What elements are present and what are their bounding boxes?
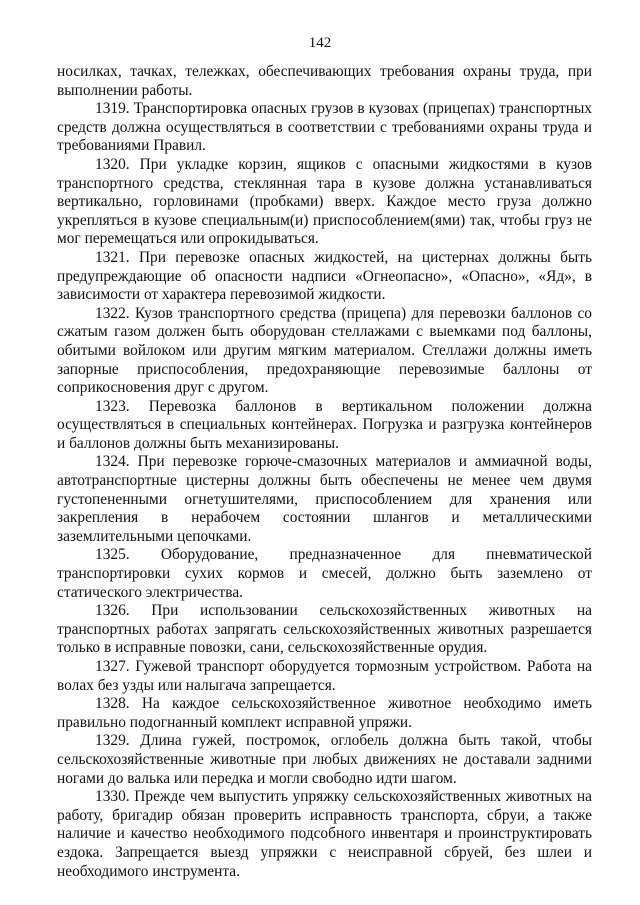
paragraph-1323: 1323. Перевозка баллонов в вертикальном положении должна осуществляться в специальных контейнерах. Погрузка и разгрузка контейнеров и баллонов должны быть механизированы. xyxy=(57,397,592,452)
paragraph-1330: 1330. Прежде чем выпустить упряжку сельскохозяйственных животных на работу, бригадир обязан проверить исправность транспорта, сбруи, а также наличие и качество необходимого подсобного инвентаря и проинструктировать ездока. Запрещается выезд упряжки с неисправной сбруей, без шлеи и необходимого инструмента. xyxy=(57,788,592,880)
paragraph-1324: 1324. При перевозке горюче-смазочных материалов и аммиачной воды, автотранспортные цистерны должны быть обеспечены не менее чем двумя густопененными огнетушителями, приспособлением для хранения или закрепления в нерабочем состоянии шлангов и металлическими заземлительными цепочками. xyxy=(57,453,592,545)
paragraph-1326: 1326. При использовании сельскохозяйственных животных на транспортных работах запрягать сельскохозяйственных животных разрешается только в исправные повозки, сани, сельскохозяйственные орудия. xyxy=(57,602,592,657)
paragraph-1320: 1320. При укладке корзин, ящиков с опасными жидкостями в кузов транспортного средства, стеклянная тара в кузове должна устанавливаться вертикально, горловинами (пробками) вверх. Каждое место груза должно укрепляться в кузове специальным(и) приспособлением(ями) так, чтобы груз не мог перемещаться или опрокидываться. xyxy=(57,155,592,248)
paragraph-1329: 1329. Длина гужей, постромок, оглобель должна быть такой, чтобы сельскохозяйственные животные при любых движениях не доставали задними ногами до валька или передка и могли свободно идти шагом. xyxy=(57,732,592,787)
paragraph-1321: 1321. При перевозке опасных жидкостей, на цистернах должны быть предупреждающие об опасности надписи «Огнеопасно», «Опасно», «Яд», в зависимости от характера перевозимой жидкости. xyxy=(57,248,592,304)
paragraph-1328: 1328. На каждое сельскохозяйственное животное необходимо иметь правильно подогнанный комплект исправной упряжи. xyxy=(57,695,592,731)
paragraph-1319: 1319. Транспортировка опасных грузов в кузовах (прицепах) транспортных средств должна осуществляться в соответствии с требованиями охраны труда и требованиями Правил. xyxy=(57,100,592,155)
body-text xyxy=(57,63,592,881)
paragraph-1322: 1322. Кузов транспортного средства (прицепа) для перевозки баллонов со сжатым газом должен быть оборудован стеллажами с выемками под баллоны, обитыми войлоком или другим мягким материалом. Стеллажи должны иметь запорные приспособления, предохраняющие перевозимые баллоны от соприкосновения друг с другом. xyxy=(57,304,592,397)
paragraph-1327: 1327. Гужевой транспорт оборудуется тормозным устройством. Работа на волах без узды или налыгача запрещается. xyxy=(57,658,592,694)
page-number: 142 xyxy=(308,35,332,51)
paragraph-1325: 1325. Оборудование, предназначенное для пневматической транспортировки сухих кормов и смесей, должно быть заземлено от статического электричества. xyxy=(57,546,592,601)
paragraph-continuation: носилках, тачках, тележках, обеспечивающих требования охраны труда, при выполнении работы. xyxy=(57,63,592,99)
